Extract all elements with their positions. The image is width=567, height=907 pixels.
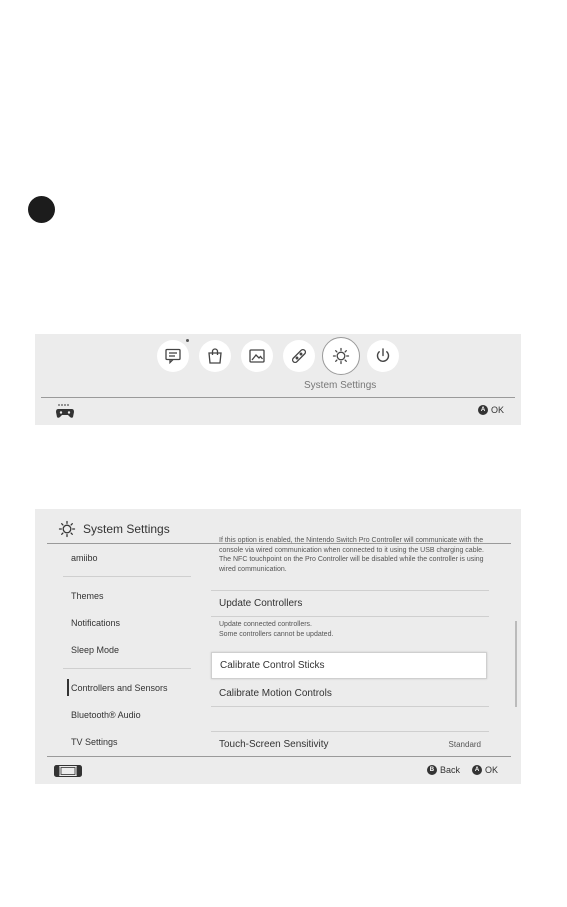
wired-communication-description: If this option is enabled, the Nintendo Switch Pro Controller will communicate with the console via wired communication when connected to it using the USB charging cable. The NFC touchpoint on the Pro Controller will be disabled while the controller is using wired communication. [219,537,484,573]
notification-dot [186,339,189,342]
sidebar-item-amiibo[interactable]: amiibo [71,553,98,563]
page-title: System Settings [83,522,170,536]
home-footer-divider [41,397,515,398]
selection-marker [67,679,69,696]
selected-icon-caption: System Settings [304,380,377,391]
step-number-badge [28,196,55,223]
sidebar-item-tv-settings[interactable]: TV Settings [71,737,118,747]
update-controllers-description-1: Update connected controllers. [219,621,312,628]
footer-button-hints [427,765,498,775]
back-button[interactable] [427,765,460,775]
sidebar-item-bluetooth-audio[interactable]: Bluetooth® Audio [71,710,141,720]
update-controllers-option[interactable]: Update Controllers [219,598,303,609]
calibrate-motion-controls-option[interactable]: Calibrate Motion Controls [219,688,332,699]
row-divider [211,731,489,732]
console-icon [54,765,82,777]
power-icon[interactable] [367,340,399,372]
sidebar-divider [63,668,191,669]
sidebar-item-controllers-and-sensors[interactable]: Controllers and Sensors [71,683,168,693]
gear-icon [58,520,76,538]
calibrate-control-sticks-option[interactable]: Calibrate Control Sticks [220,660,325,671]
album-icon[interactable] [241,340,273,372]
footer-divider [47,756,511,757]
eshop-icon[interactable] [199,340,231,372]
controllers-icon[interactable] [283,340,315,372]
settings-content [211,537,488,756]
ok-label: OK [490,405,504,415]
a-button-icon: A [478,405,488,415]
selected-row-highlight[interactable] [211,652,487,679]
ok-label: OK [484,765,498,775]
ok-hint[interactable] [478,405,504,415]
system-settings-panel [35,509,521,784]
sidebar-item-themes[interactable]: Themes [71,591,104,601]
scrollbar[interactable] [515,621,517,707]
system-settings-icon[interactable] [322,337,360,375]
settings-header [58,520,170,538]
ok-button[interactable] [472,765,498,775]
b-button-icon: B [427,765,437,775]
sidebar-item-notifications[interactable]: Notifications [71,618,121,628]
touch-screen-sensitivity-value: Standard [448,740,481,749]
controller-icon [55,403,75,419]
row-divider [211,616,489,617]
back-label: Back [439,765,460,775]
news-icon[interactable] [157,340,189,372]
home-menu-panel [35,334,521,425]
row-divider [211,590,489,591]
row-divider [211,706,489,707]
home-icon-row [157,340,437,374]
sidebar-divider [63,576,191,577]
update-controllers-description-2: Some controllers cannot be updated. [219,631,334,638]
settings-sidebar [47,544,192,754]
touch-screen-sensitivity-option[interactable]: Touch-Screen Sensitivity [219,739,329,750]
a-button-icon: A [472,765,482,775]
sidebar-item-sleep-mode[interactable]: Sleep Mode [71,645,120,655]
